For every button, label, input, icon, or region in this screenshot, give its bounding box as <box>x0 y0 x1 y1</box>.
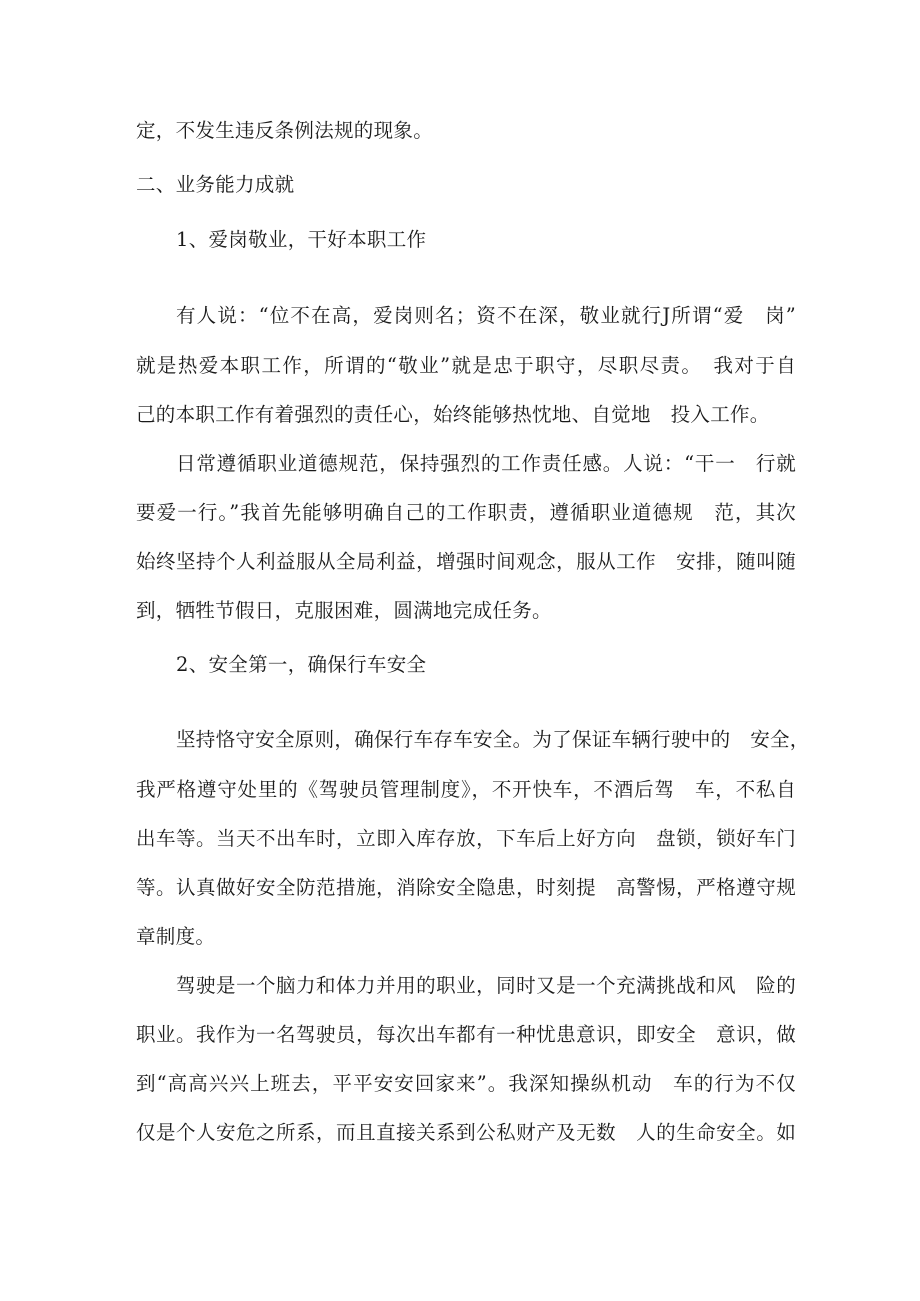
paragraph-line: 要爱一行。”我首先能够明确自己的工作职责，遵循职业道德规 范，其次 <box>136 501 796 524</box>
text-line: 定，不发生违反条例法规的现象。 <box>136 119 434 142</box>
paragraph-line: 就是热爱本职工作，所谓的“敬业”就是忠于职守，尽职尽责。 我对于自 <box>136 354 796 377</box>
paragraph-line: 章制度。 <box>136 925 216 948</box>
paragraph-line: 仅是个人安危之所系，而且直接关系到公私财产及无数 人的生命安全。如 <box>136 1121 796 1144</box>
paragraph-line: 我严格遵守处里的《驾驶员管理制度》，不开快车，不酒后驾 车，不私自 <box>136 778 796 801</box>
paragraph-line: 驾驶是一个脑力和体力并用的职业，同时又是一个充满挑战和风 险的 <box>176 974 796 997</box>
subsection-heading: 2、安全第一，确保行车安全 <box>176 653 427 676</box>
section-heading: 二、业务能力成就 <box>136 173 295 196</box>
paragraph-line: 到，牺牲节假日，克服困难，圆满地完成任务。 <box>136 599 552 622</box>
paragraph-line: 到“高高兴兴上班去，平平安安回家来”。我深知操纵机动 车的行为不仅 <box>136 1072 796 1095</box>
paragraph-line: 日常遵循职业道德规范，保持强烈的工作责任感。人说：“干一 行就 <box>176 452 796 475</box>
paragraph-line: 等。认真做好安全防范措施，消除安全隐患，时刻提 高警惕，严格遵守规 <box>136 876 796 899</box>
paragraph-line: 出车等。当天不出车时，立即入库存放，下车后上好方向 盘锁，锁好车门 <box>136 827 796 850</box>
paragraph-line: 职业。我作为一名驾驶员，每次出车都有一种忧患意识，即安全 意识，做 <box>136 1023 796 1046</box>
paragraph-line: 坚持恪守安全原则，确保行车存车安全。为了保证车辆行驶中的 安全， <box>176 728 810 751</box>
paragraph-line: 己的本职工作有着强烈的责任心，始终能够热忱地、自觉地 投入工作。 <box>136 403 770 426</box>
paragraph-line: 始终坚持个人利益服从全局利益，增强时间观念，服从工作 安排，随叫随 <box>136 550 796 573</box>
subsection-heading: 1、爱岗敬业，干好本职工作 <box>176 228 427 251</box>
paragraph-line: 有人说：“位不在高，爱岗则名；资不在深，敬业就行J所谓“爱 岗” <box>176 304 796 327</box>
